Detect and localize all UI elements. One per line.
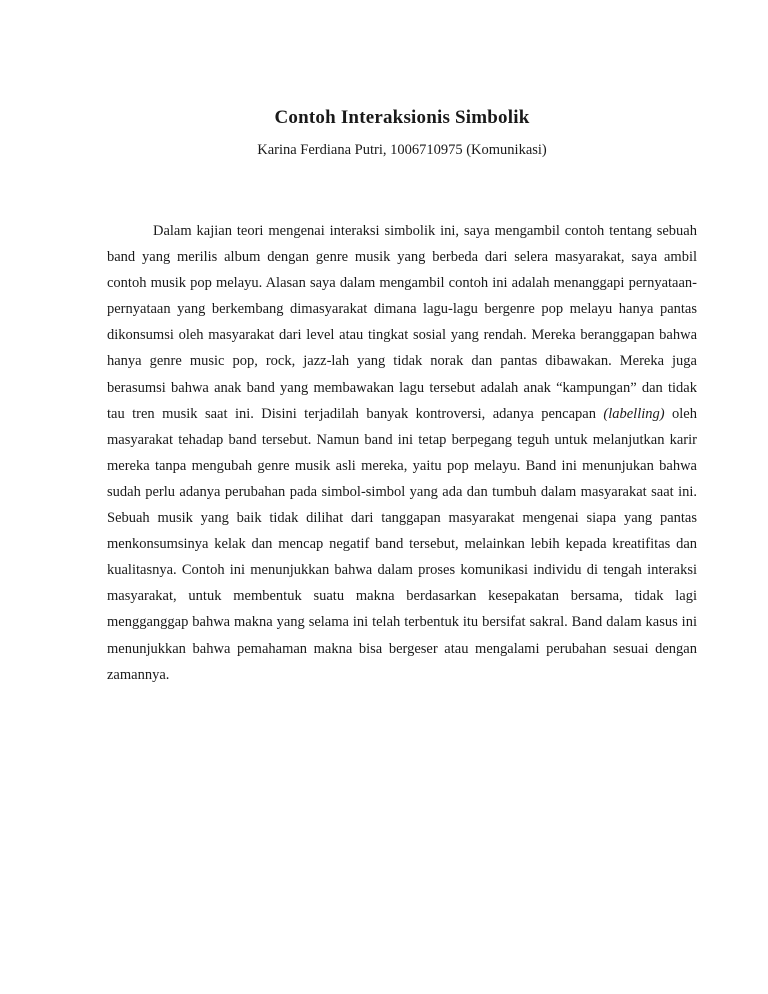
italic-term: (labelling) — [603, 405, 665, 422]
document-author: Karina Ferdiana Putri, 1006710975 (Komunikasi) — [257, 142, 547, 158]
body-text-part-2: oleh masyarakat tehadap band tersebut. Namun band ini tetap berpegang teguh untuk melanjutkan karir mereka tanpa mengubah genre musik asli mereka, yaitu pop melayu. Band ini menunjukan bahwa sudah perlu adanya perubahan pada simbol-simbol yang ada dan tumbuh dalam masyarakat saat ini. Sebuah musik yang baik tidak dilihat dari tanggapan masyarakat mengenai siapa yang pantas menkonsumsinya kelak dan mencap negatif band tersebut, melainkan lebih kepada kreatifitas dan kualitasnya. Contoh ini menunjukkan bahwa dalam proses komunikasi individu di tengah interaksi masyarakat, untuk membentuk suatu makna berdasarkan kesepakatan bersama, tidak lagi mengganggap bahwa makna yang selama ini telah terbentuk itu bersifat sakral. Band dalam kasus ini menunjukkan bahwa pemahaman makna bisa bergeser atau mengalami perubahan sesuai dengan zamannya. — [107, 405, 697, 683]
body-paragraph — [107, 218, 697, 688]
document-title: Contoh Interaksionis Simbolik — [274, 107, 530, 128]
body-text-part-1: Dalam kajian teori mengenai interaksi simbolik ini, saya mengambil contoh tentang sebuah band yang merilis album dengan genre musik yang berbeda dari selera masyarakat, saya ambil contoh musik pop melayu. Alasan saya dalam mengambil contoh ini adalah menanggapi pernyataan-pernyataan yang berkembang dimasyarakat dimana lagu-lagu bergenre pop melayu hanya pantas dikonsumsi oleh masyarakat dari level atau tingkat sosial yang rendah. Mereka beranggapan bahwa hanya genre music pop, rock, jazz-lah yang tidak norak dan pantas dibawakan. Mereka juga berasumsi bahwa anak band yang membawakan lagu tersebut adalah anak “kampungan” dan tidak tau tren musik saat ini. Disini terjadilah banyak kontroversi, adanya pencapan — [107, 223, 697, 422]
